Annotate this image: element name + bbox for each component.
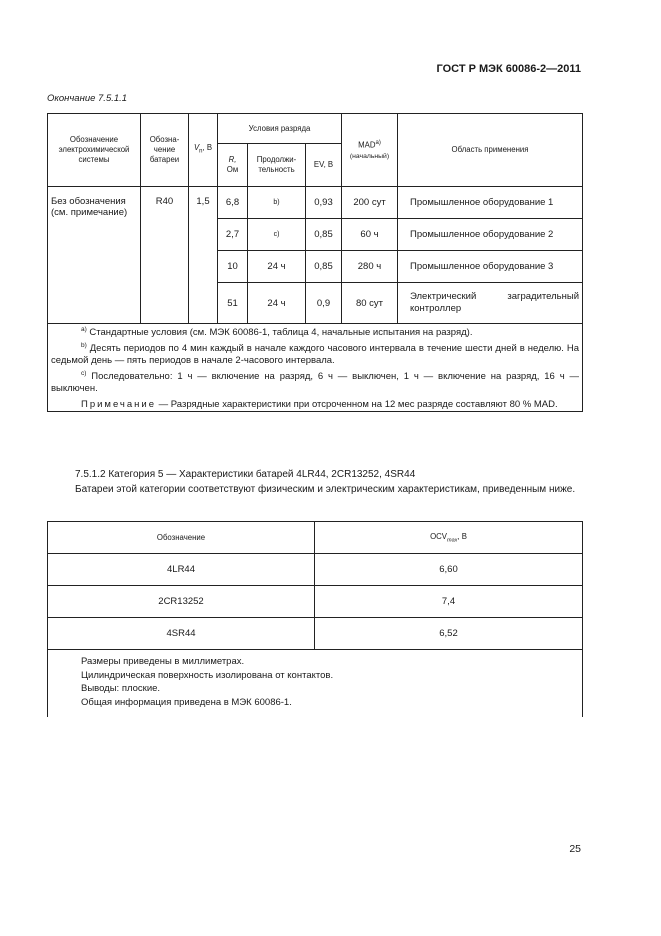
page-number: 25 — [569, 843, 581, 855]
cell-mad: 280 ч — [342, 251, 398, 283]
cell-application: Промышленное оборудование 1 — [398, 187, 583, 219]
cell-r: 2,7 — [218, 219, 248, 251]
section-7-5-1-2 — [47, 467, 582, 497]
table1-notes: $^{a)}$ Стандартные условия (см. МЭК 60086-1, таблица 4, начальные испытания на разряд). $^{b)}$ Десять периодов по 4 мин каждый в начале каждого часового интервала в течение шести дней в неделю. На седьмой день — пять периодов в начале 2-часового интервала. $^{c)}$ Последовательно: 1 ч — включение на разряд, 6 ч — выключен, 1 ч — включение на разряд, 16 ч — выключен. Примечание — Разрядные характеристики при отсроченном на 12 мес разряде составляют 80 % MAD. — [48, 324, 583, 412]
note-label: Примечание — [81, 398, 156, 410]
continuation-label: Окончание 7.5.1.1 — [47, 93, 128, 104]
cell-designation: 2CR13252 — [48, 586, 315, 618]
cell-ev: 0,85 — [306, 219, 342, 251]
header-ev: EV, В — [306, 144, 342, 187]
table2-notes: Размеры приведены в миллиметрах. Цилиндрическая поверхность изолирована от контактов. Выводы: плоские. Общая информация приведена в МЭК 60086-1. — [48, 650, 583, 718]
cell-duration: c) — [248, 219, 306, 251]
cell-duration: b) — [248, 187, 306, 219]
cell-mad: 60 ч — [342, 219, 398, 251]
discharge-table — [47, 113, 583, 412]
cell-battery: R40 — [141, 187, 189, 324]
ocv-table — [47, 521, 583, 717]
cell-r: 10 — [218, 251, 248, 283]
cell-designation: 4SR44 — [48, 618, 315, 650]
cell-mad: 200 сут — [342, 187, 398, 219]
cell-voltage: 1,5 — [189, 187, 218, 324]
cell-application: Электрический заградительный контроллер — [398, 283, 583, 324]
cell-ev: 0,9 — [306, 283, 342, 324]
section-title: 7.5.1.2 Категория 5 — Характеристики батарей 4LR44, 2CR13252, 4SR44 — [75, 469, 416, 480]
cell-duration: 24 ч — [248, 283, 306, 324]
header-duration: Продолжи-тельность — [248, 144, 306, 187]
cell-ocv: 6,52 — [315, 618, 583, 650]
header-resistance: R, Ом — [218, 144, 248, 187]
cell-ev: 0,93 — [306, 187, 342, 219]
cell-ev: 0,85 — [306, 251, 342, 283]
cell-ocv: 6,60 — [315, 554, 583, 586]
header-mad: MAD$^{a)}$ (начальный) — [342, 114, 398, 187]
section-text: Батареи этой категории соответствуют физическим и электрическим характеристикам, приведенным ниже. — [75, 484, 576, 495]
cell-mad: 80 сут — [342, 283, 398, 324]
cell-designation: 4LR44 — [48, 554, 315, 586]
header-ocv: $OCV_{max}$, В — [315, 522, 583, 554]
header-designation: Обозначение — [48, 522, 315, 554]
cell-r: 51 — [218, 283, 248, 324]
header-voltage: $V_n$, В — [189, 114, 218, 187]
document-header: ГОСТ Р МЭК 60086-2—2011 — [436, 63, 581, 75]
cell-application: Промышленное оборудование 2 — [398, 219, 583, 251]
cell-application: Промышленное оборудование 3 — [398, 251, 583, 283]
cell-ocv: 7,4 — [315, 586, 583, 618]
header-discharge-conditions: Условия разряда — [218, 114, 342, 144]
header-system: Обозначение электрохимической системы — [48, 114, 141, 187]
cell-system: Без обозначения (см. примечание) — [48, 187, 141, 324]
header-application: Область применения — [398, 114, 583, 187]
cell-duration: 24 ч — [248, 251, 306, 283]
cell-r: 6,8 — [218, 187, 248, 219]
header-battery: Обозна-чение батареи — [141, 114, 189, 187]
